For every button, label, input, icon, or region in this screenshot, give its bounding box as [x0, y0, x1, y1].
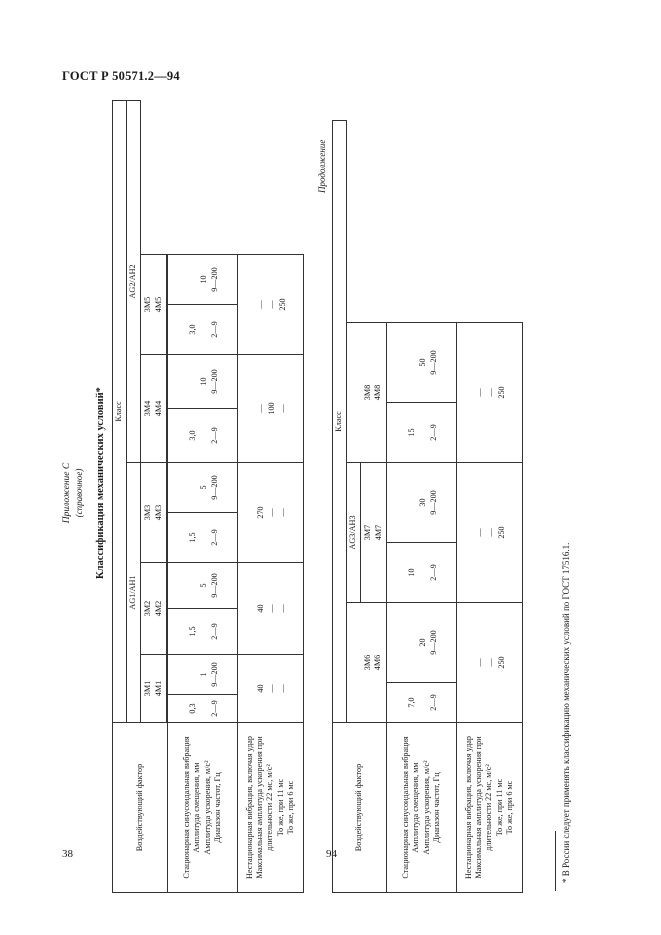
- value-cell: 10 9—200: [168, 255, 238, 305]
- appendix-note: (справочное): [74, 468, 84, 518]
- page-number-center: 94: [326, 848, 337, 860]
- value-cell: 270 — —: [238, 463, 304, 563]
- shock-description: Нестационарная вибрация, включая удар Максимальная амплитуда ускорения при длительности 22 мс, м/с² То же, при 11 мс То же, при 6 мс: [238, 723, 304, 893]
- class-label: 3М5 4М5: [141, 255, 167, 355]
- class-label: 3М7 4М7: [361, 463, 387, 603]
- group-header: AG3/AH3: [347, 463, 361, 603]
- running-header: ГОСТ Р 50571.2—94: [62, 69, 180, 83]
- value-cell: 20 9—200: [387, 603, 457, 683]
- value-cell: — — 250: [238, 255, 304, 355]
- class-header: Класс: [113, 100, 127, 722]
- classification-table-1: [112, 100, 304, 893]
- value-cell: 3,0 2—9: [168, 409, 238, 463]
- value-cell: — — 250: [457, 323, 523, 463]
- shock-description: Нестационарная вибрация, включая удар Максимальная амплитуда ускорения при длительности 22 мс, м/с² То же, при 11 мс То же, при 6 мс: [457, 723, 523, 893]
- value-cell: 5 9—200: [168, 563, 238, 609]
- table-title: Классификация механических условий*: [95, 387, 106, 579]
- footnote-rule: [555, 831, 556, 891]
- value-cell: 1,5 2—9: [168, 609, 238, 655]
- class-label: 3М1 4М1: [141, 655, 167, 723]
- value-cell: — 100 —: [238, 355, 304, 463]
- class-label: 3М6 4М6: [361, 603, 387, 723]
- value-cell: 1 9—200: [168, 655, 238, 695]
- class-label: 3М2 4М2: [141, 563, 167, 655]
- class-label: 3М4 4М4: [141, 355, 167, 463]
- value-cell: — — 250: [457, 603, 523, 723]
- value-cell: 50 9—200: [387, 323, 457, 403]
- page-number-left: 38: [62, 848, 73, 860]
- vibration-description: Стационарная синусоидальная вибрация Амплитуда смещения, мм Амплитуда ускорения, м/с² Диапазон частот, Гц: [387, 723, 457, 893]
- group-header: AG1/AH1: [127, 463, 141, 723]
- value-cell: 40 — —: [238, 655, 304, 723]
- value-cell: 30 9—200: [387, 463, 457, 543]
- continuation-label: Продолжение: [317, 139, 327, 193]
- group-header: AG2/AH2: [127, 100, 141, 462]
- value-cell: 7,0 2—9: [387, 683, 457, 723]
- value-cell: 15 2—9: [387, 403, 457, 463]
- value-cell: 1,5 2—9: [168, 513, 238, 563]
- factor-header: Воздействующий фактор: [113, 723, 168, 893]
- value-cell: 10 9—200: [168, 355, 238, 409]
- value-cell: 0,3 2—9: [168, 695, 238, 723]
- vibration-description: Стационарная синусоидальная вибрация Амплитуда смещения, мм Амплитуда ускорения, м/с² Диапазон частот, Гц: [168, 723, 238, 893]
- classification-table-2: [332, 120, 523, 893]
- rotated-content: [60, 93, 585, 893]
- value-cell: 10 2—9: [387, 543, 457, 603]
- appendix-title: Приложение С: [62, 462, 72, 524]
- value-cell: 3,0 2—9: [168, 305, 238, 355]
- value-cell: — — 250: [457, 463, 523, 603]
- factor-header: Воздействующий фактор: [333, 723, 387, 893]
- footnote: * В России следует применять классификацию механических условий по ГОСТ 17516.1.: [561, 542, 571, 883]
- class-label: 3М8 4М8: [361, 323, 387, 463]
- class-label: 3М3 4М3: [141, 463, 167, 563]
- value-cell: 5 9—200: [168, 463, 238, 513]
- class-header: Класс: [333, 120, 347, 722]
- value-cell: 40 — —: [238, 563, 304, 655]
